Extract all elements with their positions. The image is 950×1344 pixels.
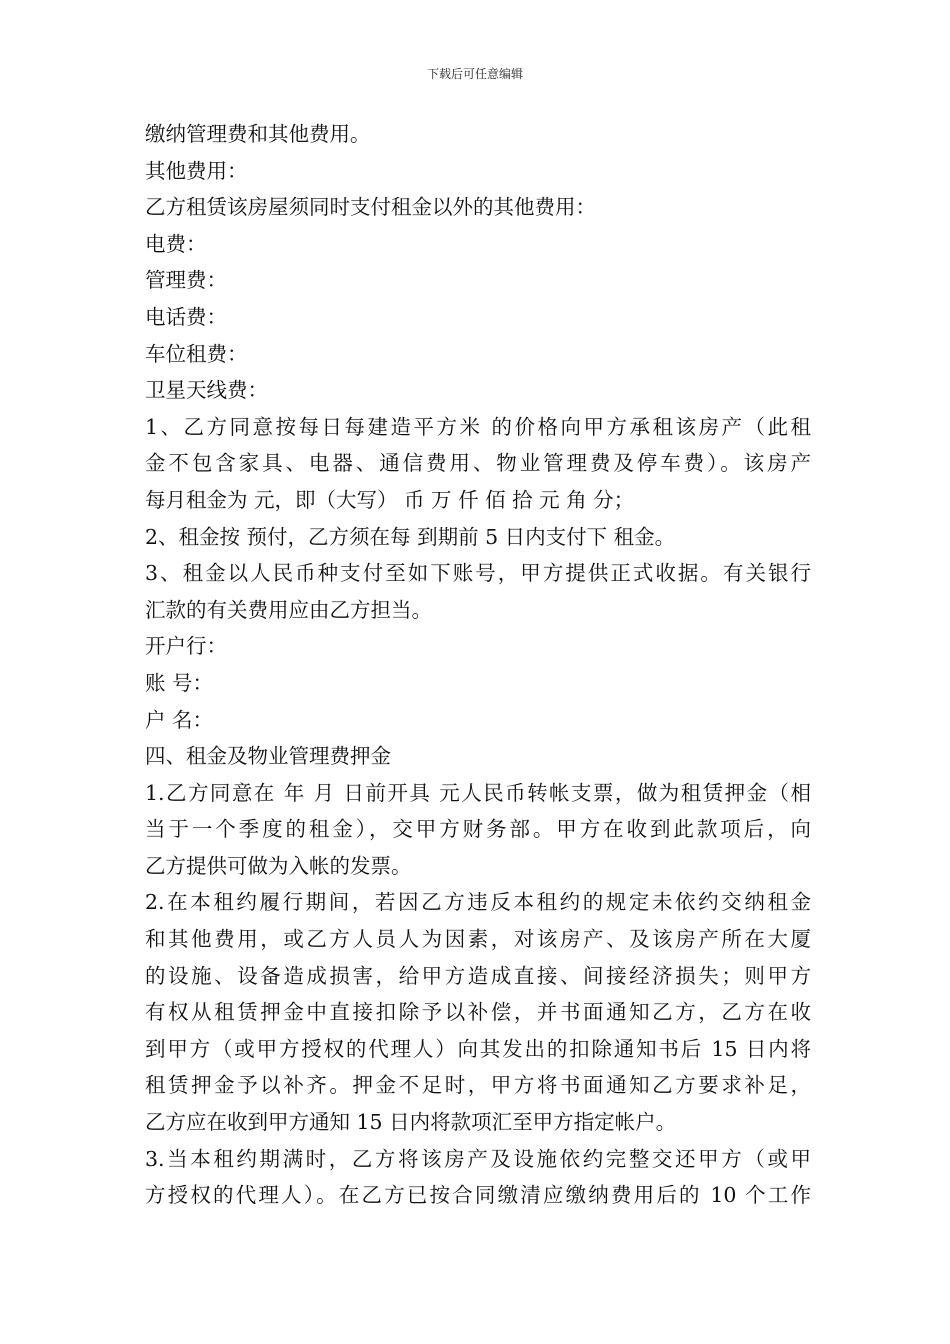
section-heading: 四、租金及物业管理费押金 [145,744,391,769]
text-line: 当于一个季度的租金），交甲方财务部。甲方在收到此款项后，向 [145,817,811,842]
text-line: 1.乙方同意在 年 月 日前开具 元人民币转帐支票，做为租赁押金（相 [145,780,811,805]
text-line: 2、租金按 预付，乙方须在每 到期前 5 日内支付下 租金。 [145,524,676,549]
text-line: 缴纳管理费和其他费用。 [145,122,371,146]
text-line: 每月租金为 元，即（大写） 币 万 仟 佰 拾 元 角 分； [145,487,635,512]
text-line: 开户行： [145,634,227,659]
text-line: 乙方租赁该房屋须同时支付租金以外的其他费用： [145,195,596,220]
text-line: 3、租金以人民币种支付至如下账号，甲方提供正式收据。有关银行 [145,561,811,586]
text-line: 到甲方（或甲方授权的代理人）向其发出的扣除通知书后 15 日内将 [145,1036,811,1061]
text-line: 车位租费： [145,341,248,366]
text-line: 卫星天线费： [145,378,268,403]
text-line: 方授权的代理人）。在乙方已按合同缴清应缴纳费用后的 10 个工作 [145,1183,811,1208]
text-line: 户 名： [145,707,214,732]
text-line: 租赁押金予以补齐。押金不足时，甲方将书面通知乙方要求补足， [145,1073,811,1098]
text-line: 金不包含家具、电器、通信费用、物业管理费及停车费）。该房产 [145,451,811,476]
text-line: 3.当本租约期满时，乙方将该房产及设施依约完整交还甲方（或甲 [145,1146,811,1171]
text-line: 的设施、设备造成损害，给甲方造成直接、间接经济损失；则甲方 [145,963,811,988]
text-line: 账 号： [145,670,214,695]
page-header: 下载后可任意编辑 [426,67,523,81]
text-line: 电费： [145,231,207,256]
text-line: 乙方提供可做为入帐的发票。 [145,853,412,878]
text-line: 管理费： [145,268,227,293]
text-line: 乙方应在收到甲方通知 15 日内将款项汇至甲方指定帐户。 [145,1110,677,1135]
document-body [145,116,811,1214]
text-line: 1、乙方同意按每日每建造平方米 的价格向甲方承租该房产（此租 [145,414,811,439]
text-line: 有权从租赁押金中直接扣除予以补偿，并书面通知乙方，乙方在收 [145,1000,811,1025]
text-line: 其他费用： [145,158,248,183]
text-line: 汇款的有关费用应由乙方担当。 [145,597,432,622]
text-line: 和其他费用，或乙方人员人为因素，对该房产、及该房产所在大厦 [145,927,811,952]
text-line: 电话费： [145,304,227,329]
text-line: 2.在本租约履行期间，若因乙方违反本租约的规定未依约交纳租金 [145,890,811,915]
